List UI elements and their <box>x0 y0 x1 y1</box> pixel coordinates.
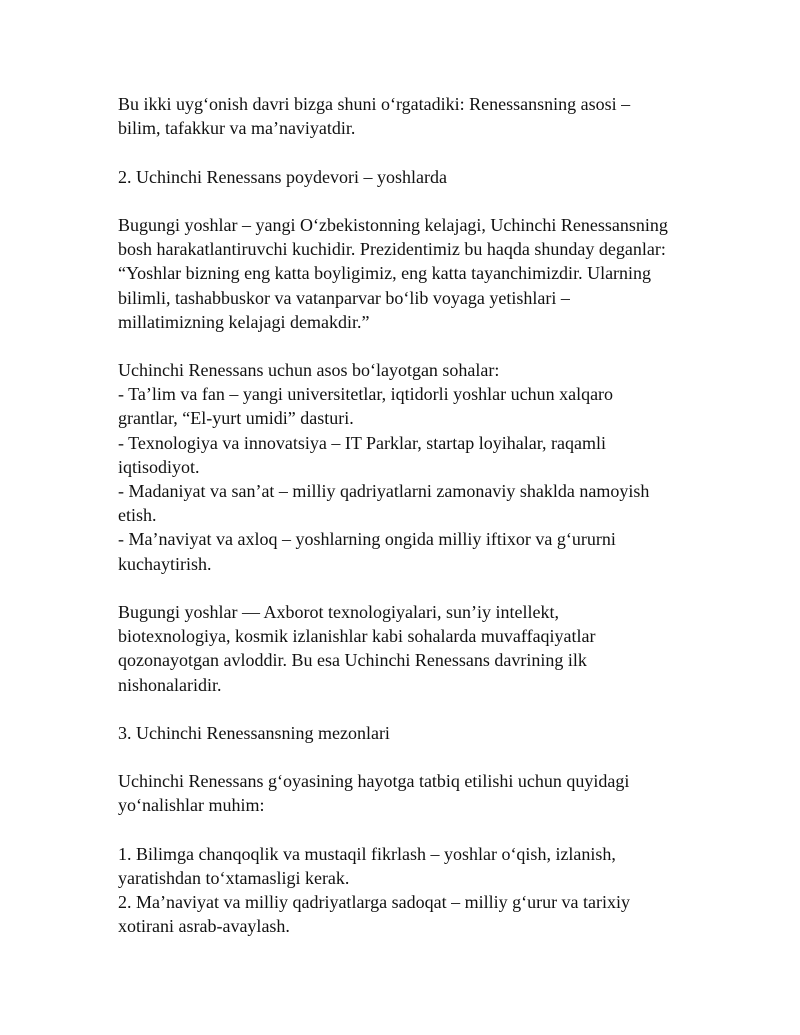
text-line: qozonayotgan avloddir. Bu esa Uchinchi Renessans davrining ilk <box>118 650 587 671</box>
list-item-line: - Texnologiya va innovatsiya – IT Parklar, startap loyihalar, raqamli <box>118 432 606 453</box>
list-item-line: grantlar, “El-yurt umidi” dasturi. <box>118 408 354 429</box>
text-line: “Yoshlar bizning eng katta boyligimiz, eng katta tayanchimizdir. Ularning <box>118 263 652 284</box>
paragraph-youth-achievements <box>118 600 688 697</box>
paragraph-spacer <box>118 189 688 213</box>
list-item-line: - Madaniyat va san’at – milliy qadriyatlarni zamonaviy shaklda namoyish <box>118 481 650 501</box>
paragraph-spacer <box>118 745 688 769</box>
section-heading-2 <box>118 165 688 189</box>
paragraph-intro-conclusion <box>118 92 688 140</box>
paragraph-fields-list <box>118 358 688 576</box>
list-item-line: yaratishdan to‘xtamasligi kerak. <box>118 868 350 888</box>
text-line: Bugungi yoshlar — Axborot texnologiyalari, sun’iy intellekt, <box>118 601 559 622</box>
list-item-line: iqtisodiyot. <box>118 456 200 477</box>
text-line: Uchinchi Renessans g‘oyasining hayotga tatbiq etilishi uchun quyidagi <box>118 771 630 792</box>
list-item-line: - Ta’lim va fan – yangi universitetlar, iqtidorli yoshlar uchun xalqaro <box>118 384 614 405</box>
document-body <box>118 92 688 939</box>
paragraph-spacer <box>118 697 688 721</box>
text-line: yo‘nalishlar muhim: <box>118 795 265 816</box>
paragraph-criteria-intro <box>118 769 688 817</box>
text-line: bilim, tafakkur va ma’naviyatdir. <box>118 118 356 139</box>
text-line: Bugungi yoshlar – yangi O‘zbekistonning kelajagi, Uchinchi Renessansning <box>118 214 668 235</box>
text-line: millatimizning kelajagi demakdir.” <box>118 311 370 332</box>
paragraph-spacer <box>118 334 688 358</box>
section-heading-3 <box>118 721 688 745</box>
list-item-line: etish. <box>118 505 157 526</box>
paragraph-spacer <box>118 576 688 600</box>
paragraph-youth-quote <box>118 213 688 334</box>
text-line: nishonalaridir. <box>118 674 222 695</box>
text-line: Uchinchi Renessans uchun asos bo‘layotgan sohalar: <box>118 360 500 381</box>
text-line: bosh harakatlantiruvchi kuchidir. Prezidentimiz bu haqda shunday deganlar: <box>118 239 666 260</box>
list-item-line: - Ma’naviyat va axloq – yoshlarning ongida milliy iftixor va g‘ururni <box>118 529 616 550</box>
text-line: bilimli, tashabbuskor va vatanparvar bo‘lib voyaga yetishlari – <box>118 287 570 308</box>
heading-text: 2. Uchinchi Renessans poydevori – yoshlarda <box>118 166 447 187</box>
paragraph-criteria-list <box>118 842 688 939</box>
paragraph-spacer <box>118 140 688 164</box>
text-line: biotexnologiya, kosmik izlanishlar kabi sohalarda muvaffaqiyatlar <box>118 626 596 647</box>
text-line: Bu ikki uyg‘onish davri bizga shuni o‘rgatadiki: Renessansning asosi – <box>118 94 631 114</box>
list-item-line: 1. Bilimga chanqoqlik va mustaqil fikrlash – yoshlar o‘qish, izlanish, <box>118 843 616 864</box>
list-item-line: xotirani asrab-avaylash. <box>118 916 290 937</box>
heading-text: 3. Uchinchi Renessansning mezonlari <box>118 722 390 743</box>
list-item-line: kuchaytirish. <box>118 553 212 574</box>
paragraph-spacer <box>118 818 688 842</box>
list-item-line: 2. Ma’naviyat va milliy qadriyatlarga sadoqat – milliy g‘urur va tarixiy <box>118 892 631 913</box>
